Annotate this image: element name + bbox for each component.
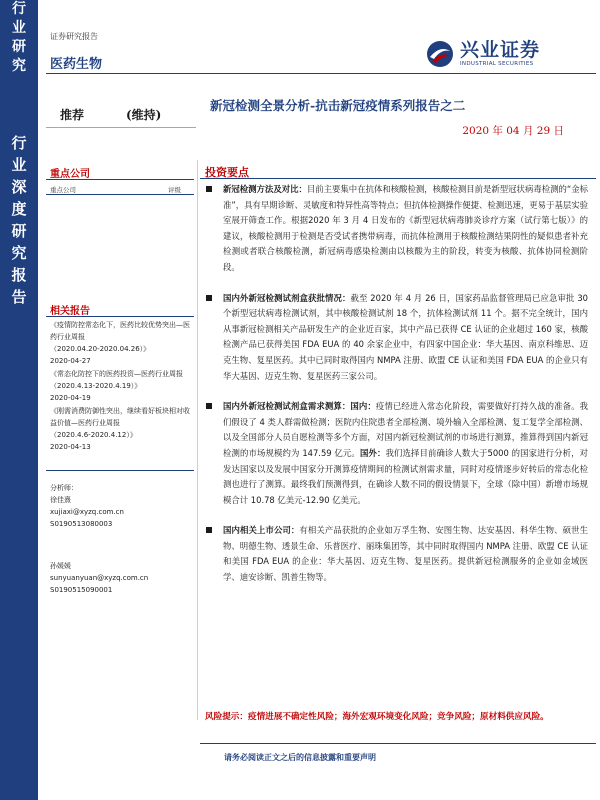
sidebar-top-text xyxy=(0,0,38,76)
bullet-point xyxy=(206,523,588,585)
footer-divider xyxy=(200,743,596,744)
related-report-date: 2020-04-19 xyxy=(50,394,91,402)
analyst-cert: S0190515090001 xyxy=(50,586,113,594)
list-item[interactable] xyxy=(50,405,195,453)
related-report-date: 2020-04-13 xyxy=(50,443,91,451)
column-divider xyxy=(197,160,198,720)
analyst-label: 分析师： xyxy=(50,484,78,492)
report-title: 新冠检测全景分析-抗击新冠疫情系列报告之二 xyxy=(210,98,466,113)
investment-points-divider xyxy=(200,178,596,179)
logo-name: 兴业证券 xyxy=(460,39,541,61)
bullet-lead: 国内外新冠检测试剂盒获批情况： xyxy=(223,292,351,303)
sector-name: 医药生物 xyxy=(50,57,103,72)
bullet-lead: 国内相关上市公司： xyxy=(223,525,300,536)
col-company: 重点公司 xyxy=(50,186,76,194)
sidebar-char: 究 xyxy=(11,244,27,262)
list-item[interactable] xyxy=(50,368,195,404)
bullet-text: 有相关产品获批的企业如万孚生物、安图生物、达安基因、科华生物、硕世生物、明德生物、透景生命、乐普医疗、丽珠集团等，其中同时取得国内 NMPA 注册、欧盟 CE 认证和美国 FDA EUA 的企业：华大基因、迈克生物、复星医药。提供新冠检测服务的企业如金域医学、迪安诊断、凯普生物等。 xyxy=(223,525,588,583)
sidebar-char: 研 xyxy=(11,222,27,240)
sidebar-char: 行 xyxy=(11,134,27,152)
header-divider xyxy=(46,73,596,74)
bullet-lead: 新冠检测方法及对比： xyxy=(223,184,307,194)
company-logo xyxy=(426,40,576,70)
analyst-cert: S0190513080003 xyxy=(50,520,113,528)
sidebar-char: 业 xyxy=(11,156,27,174)
sidebar-char: 究 xyxy=(12,58,26,74)
related-report-title: 《常态化防控下的医药投资—医药行业周报 xyxy=(50,370,183,378)
sidebar-char: 研 xyxy=(12,39,26,55)
sidebar-vertical-title xyxy=(0,132,38,308)
related-report-date: 2020-04-27 xyxy=(50,357,91,365)
col-rating: 评级 xyxy=(168,186,181,194)
footer-disclaimer: 请务必阅读正文之后的信息披露和重要声明 xyxy=(224,753,376,762)
logo-icon xyxy=(426,40,454,68)
sidebar-char: 告 xyxy=(11,288,27,306)
bullet-point xyxy=(206,291,588,385)
bullet-text: 截至 2020 年 4 月 26 日，国家药品监督管理局已应急审批 30 个新型冠状病毒检测试剂，其中核酸检测试剂 18 个，抗体检测试剂 11 个。据不完全统计，国内从事新冠检测相关产品研发生产的企业近百家，其中产品已获得 CE 认证的企业超过 160 家，核酸检测产品已获得美国 FDA EUA 的 40 余家企业中，有四家中国企业：华大基因、南京科维思、迈克生物、复星医药。其中已同时取得国内 NMPA 注册、欧盟 CE 认证和美国 FDA EUA 的企业只有华大基因、迈克生物、复星医药三家公司。 xyxy=(223,292,589,381)
key-companies-table-header xyxy=(50,185,190,194)
related-reports-divider xyxy=(46,316,194,317)
analyst-divider xyxy=(46,470,194,471)
investment-points-heading: 投资要点 xyxy=(205,166,249,179)
related-reports-list xyxy=(50,319,195,454)
sidebar xyxy=(0,0,38,800)
investment-points xyxy=(206,182,588,601)
related-report-period: （2020.4.13-2020.4.19）》 xyxy=(50,382,142,390)
analyst-email[interactable]: xujiaxi@xyzq.com.cn xyxy=(50,508,124,516)
bullet-inline-label: 国内： xyxy=(350,401,376,412)
rating-label: 推荐 xyxy=(60,108,85,122)
related-report-period: （2020.04.20-2020.04.26）》 xyxy=(50,345,151,353)
analyst-email[interactable]: sunyuanyuan@xyzq.com.cn xyxy=(50,574,149,582)
analyst-block xyxy=(50,482,195,596)
analyst-name: 徐佳熹 xyxy=(50,496,71,504)
sidebar-char: 报 xyxy=(11,266,27,284)
related-report-title: 《刚需消费防御性突出，继续看好板块相对收益价值—医药行业周报 xyxy=(50,407,190,427)
rating-divider xyxy=(46,127,196,128)
bullet-inline-label: 国外： xyxy=(359,447,386,458)
rating-status: (维持) xyxy=(126,108,162,122)
related-reports-heading: 相关报告 xyxy=(50,306,90,317)
bullet-text: 目前主要集中在抗体和核酸检测，核酸检测目前是新型冠状病毒检测的“金标准”，具有早期诊断、灵敏度和特异性高等特点；但抗体检测操作便捷、检测迅速，更易于基层实验室展开筛查工作。根据2020 年 3 月 4 日发布的《新型冠状病毒肺炎诊疗方案（试行第七版）》的建议，核酸检测用于检测是否受试者携带病毒，而抗体检测用于核酸检测结果阴性的疑似患者补充检测或者联合核酸检测，新冠病毒感染检测由以核酸为主的阶段，转变为核酸、抗体协同检测阶段。 xyxy=(223,184,588,272)
logo-subtitle: INDUSTRIAL SECURITIES xyxy=(460,61,534,67)
risk-warning: 风险提示：疫情进展不确定性风险；海外宏观环境变化风险；竞争风险；原材料供应风险。 xyxy=(205,712,549,722)
bullet-point xyxy=(206,182,588,276)
related-report-title: 《疫情防控常态化下，医药比较优势突出—医药行业周报 xyxy=(50,321,190,341)
sidebar-char: 业 xyxy=(12,20,26,36)
table-header-divider xyxy=(46,194,194,195)
sidebar-char: 度 xyxy=(11,200,27,218)
key-companies-divider xyxy=(46,179,194,180)
sidebar-char: 行 xyxy=(12,1,26,17)
bullet-lead: 国内外新冠检测试剂盒需求测算： xyxy=(223,401,351,412)
bullet-text: 我们选择目前确诊人数大于5000 的国家进行分析，对发达国家以及发展中国家分开测算疫情期间的检测试剂需求量，同时对疫情逐步好转后的常态化检测也进行了测算。最终我们预测得到，在确诊人数不同的假设情景下，全球（除中国）新增市场规模合计 10.78 亿美元-12.90 亿美元。 xyxy=(223,447,588,505)
report-date: 2020 年 04 月 29 日 xyxy=(462,125,564,137)
analyst-name: 孙媛媛 xyxy=(50,562,71,570)
bullet-point xyxy=(206,399,588,508)
broker-report-label: 证券研究报告 xyxy=(50,32,98,41)
key-companies-heading: 重点公司 xyxy=(50,169,90,180)
list-item[interactable] xyxy=(50,319,195,367)
sidebar-char: 深 xyxy=(11,178,27,196)
related-report-period: （2020.4.6-2020.4.12）》 xyxy=(50,431,137,439)
bullet-text: 疫情已经进入常态化阶段，需要做好打持久战的准备。我们假设了 4 类人群需做检测；医院内住院患者全部检测、境外输入全部检测、复工复学全部检测、以及全国部分人员自愿检测等多个方面，对国内新冠检测试剂的市场进行测算，推算得到国内新冠检测的市场规模约为 147.59 亿元。 xyxy=(223,401,589,458)
rating-block xyxy=(60,106,190,124)
